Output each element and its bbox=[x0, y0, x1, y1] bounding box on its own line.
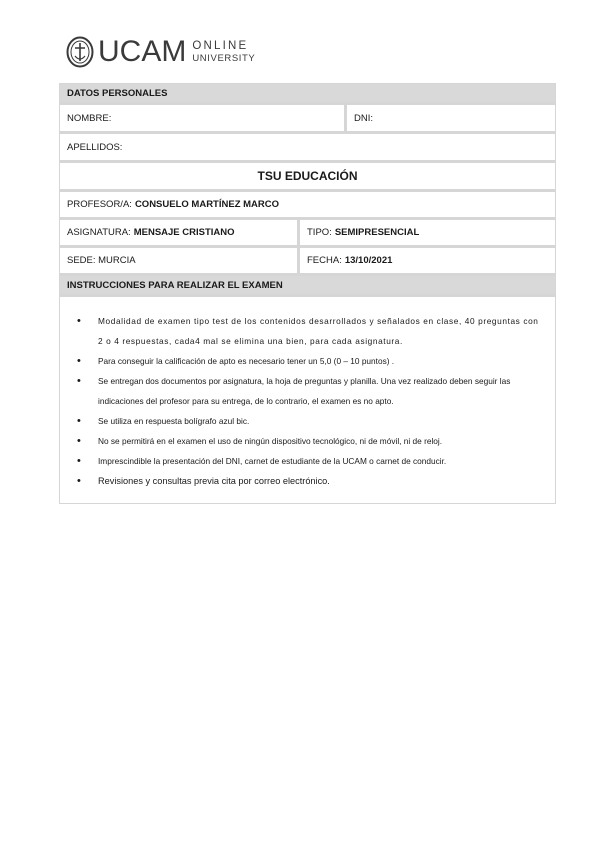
fecha-cell bbox=[297, 248, 555, 273]
personal-data-header: DATOS PERSONALES bbox=[60, 84, 555, 102]
program-title: TSU EDUCACIÓN bbox=[257, 169, 358, 183]
tipo-value: SEMIPRESENCIAL bbox=[334, 227, 420, 238]
logo-brand: UCAM bbox=[98, 35, 187, 68]
asignatura-value: MENSAJE CRISTIANO bbox=[133, 227, 235, 238]
profesor-row bbox=[60, 189, 555, 217]
apellidos-row bbox=[60, 131, 555, 160]
instruction-item: • Se utiliza en respuesta bolígrafo azul bic. bbox=[76, 411, 545, 431]
university-seal-icon bbox=[66, 36, 94, 68]
name-row bbox=[60, 102, 555, 131]
profesor-value: CONSUELO MARTÍNEZ MARCO bbox=[134, 199, 280, 210]
asignatura-row bbox=[60, 217, 555, 245]
asignatura-label: ASIGNATURA: bbox=[67, 227, 131, 238]
logo-university: UNIVERSITY bbox=[192, 52, 256, 64]
tipo-label: TIPO: bbox=[307, 227, 332, 238]
instruction-item: • Para conseguir la calificación de apto es necesario tener un 5,0 (0 – 10 puntos) . bbox=[76, 351, 545, 371]
instructions-header: INSTRUCCIONES PARA REALIZAR EL EXAMEN bbox=[60, 276, 555, 294]
exam-form bbox=[59, 83, 556, 504]
instructions-list bbox=[76, 311, 545, 491]
instruction-item: • Se entregan dos documentos por asignatura, la hoja de preguntas y planilla. Una vez realizado deben seguir las indicaciones del profesor para su entrega, de lo contrario, el examen es no apto. bbox=[76, 371, 545, 411]
nombre-field[interactable] bbox=[60, 105, 344, 131]
instruction-item: • No se permitirá en el examen el uso de ningún dispositivo tecnológico, ni de móvil, ni de reloj. bbox=[76, 431, 545, 451]
ucam-logo bbox=[66, 34, 255, 70]
nombre-label: NOMBRE: bbox=[67, 112, 112, 124]
fecha-label: FECHA: bbox=[307, 255, 342, 266]
logo-subtitle bbox=[192, 41, 255, 63]
tipo-cell bbox=[297, 220, 555, 245]
fecha-value: 13/10/2021 bbox=[344, 255, 393, 266]
instruction-item: • Modalidad de examen tipo test de los contenidos desarrollados y señalados en clase, 40 preguntas con 2 o 4 respuestas, cada4 mal se elimina una bien, para cada asignatura. bbox=[76, 311, 545, 351]
apellidos-field[interactable] bbox=[60, 134, 555, 160]
dni-field[interactable] bbox=[344, 105, 555, 131]
sede-label: SEDE: MURCIA bbox=[67, 255, 136, 266]
instruction-item: • Revisiones y consultas previa cita por correo electrónico. bbox=[76, 471, 545, 491]
program-title-row bbox=[60, 160, 555, 189]
apellidos-label: APELLIDOS: bbox=[67, 141, 123, 153]
instruction-item: • Imprescindible la presentación del DNI, carnet de estudiante de la UCAM o carnet de conducir. bbox=[76, 451, 545, 471]
instructions-header-row bbox=[60, 273, 555, 294]
instructions-body bbox=[60, 297, 555, 503]
instructions-row bbox=[60, 294, 555, 503]
profesor-cell bbox=[60, 192, 555, 217]
dni-label: DNI: bbox=[354, 112, 373, 124]
sede-row bbox=[60, 245, 555, 273]
asignatura-cell bbox=[60, 220, 297, 245]
logo-online: ONLINE bbox=[192, 40, 249, 52]
sede-cell bbox=[60, 248, 297, 273]
personal-data-header-row bbox=[60, 84, 555, 102]
profesor-label: PROFESOR/A: bbox=[67, 199, 132, 210]
